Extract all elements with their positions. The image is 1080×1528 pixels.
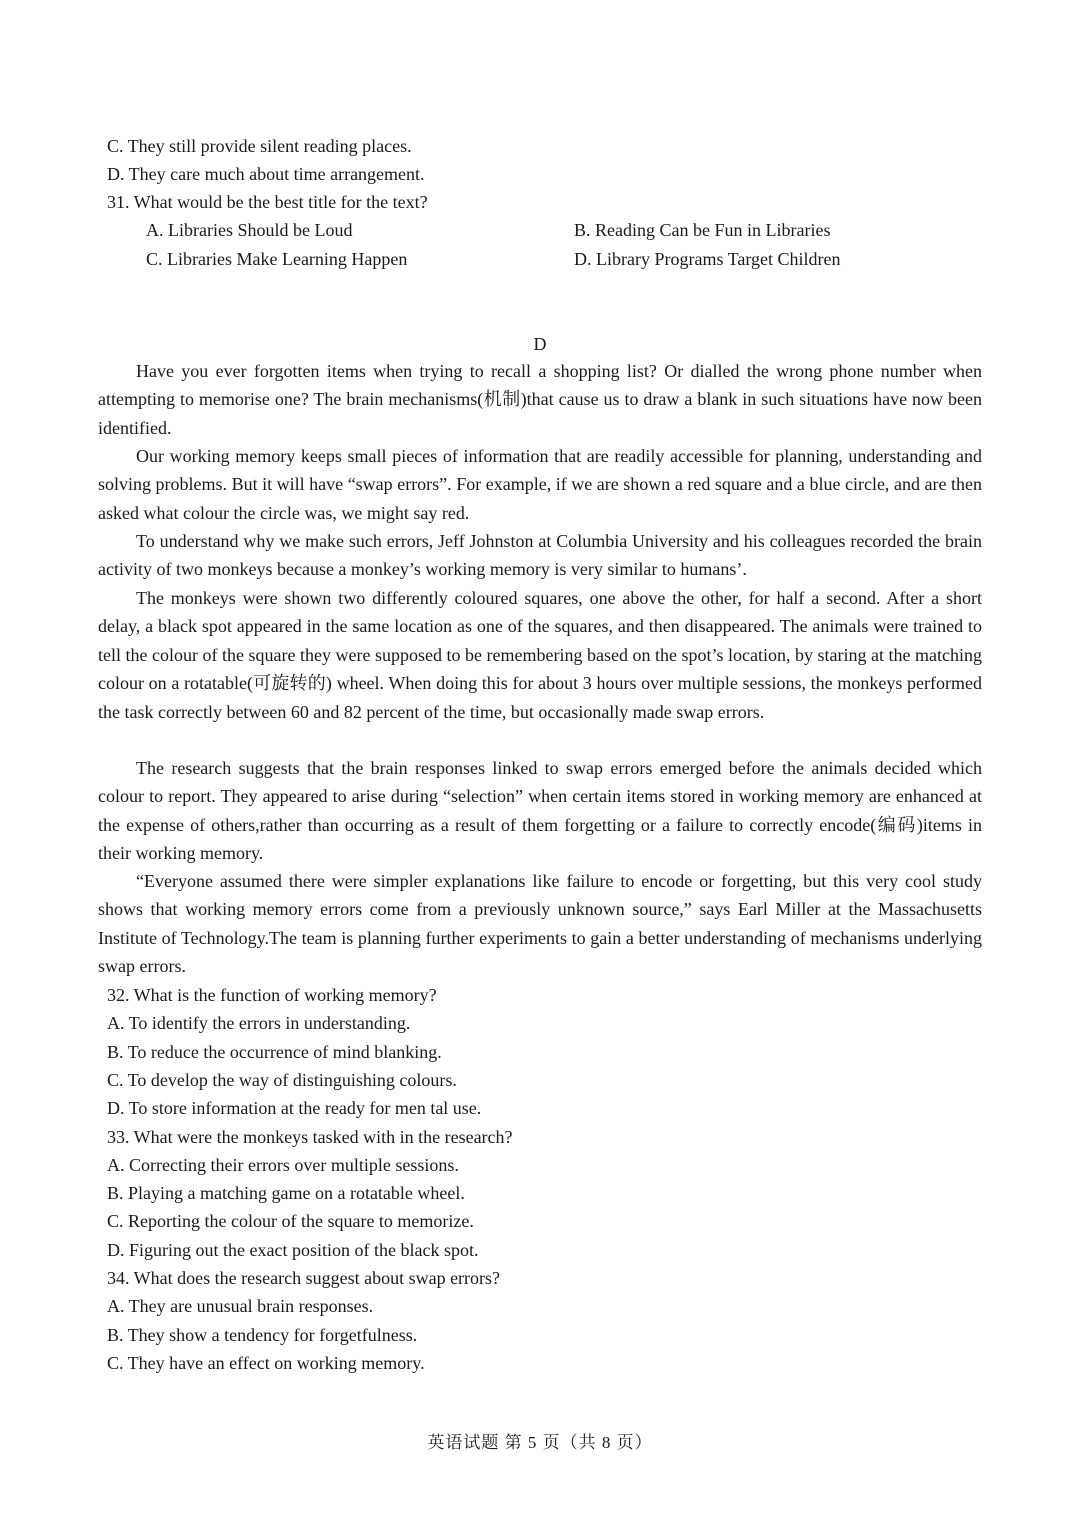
- carryover-option-d: D. They care much about time arrangement.: [107, 164, 425, 184]
- passage-paragraph-4: The monkeys were shown two differently coloured squares, one above the other, for half a second. After a short delay, a black spot appeared in the same location as one of the squares, and then disappeared. The animals were trained to tell the colour of the square they were supposed to be remembering based on the spot’s location, by staring at the matching colour on a rotatable(可旋转的) wheel. When doing this for about 3 hours over multiple sessions, the monkeys performed the task correctly between 60 and 82 percent of the time, but occasionally made swap errors.: [98, 588, 982, 722]
- question-32-option-c: C. To develop the way of distinguishing colours.: [107, 1070, 457, 1090]
- question-33-stem: 33. What were the monkeys tasked with in the research?: [107, 1127, 513, 1147]
- question-31-option-b: B. Reading Can be Fun in Libraries: [574, 220, 831, 240]
- question-32-option-a: A. To identify the errors in understanding.: [107, 1013, 411, 1033]
- question-32-stem: 32. What is the function of working memory?: [107, 985, 437, 1005]
- question-31-option-d: D. Library Programs Target Children: [574, 249, 841, 269]
- passage-paragraph-1: Have you ever forgotten items when trying to recall a shopping list? Or dialled the wrong phone number when attempting to memorise one? The brain mechanisms(机制)that cause us to draw a blank in such situations have now been identified.: [98, 361, 982, 438]
- question-32-option-d: D. To store information at the ready for men tal use.: [107, 1098, 482, 1118]
- question-33-option-a: A. Correcting their errors over multiple sessions.: [107, 1155, 459, 1175]
- passage-paragraph-3: To understand why we make such errors, Jeff Johnston at Columbia University and his colleagues recorded the brain activity of two monkeys because a monkey’s working memory is very similar to humans’.: [98, 531, 982, 580]
- question-34-option-c: C. They have an effect on working memory.: [107, 1353, 425, 1373]
- question-34-option-a: A. They are unusual brain responses.: [107, 1296, 374, 1316]
- question-31-option-a: A. Libraries Should be Loud: [146, 220, 353, 240]
- page-footer: 英语试题 第 5 页（共 8 页）: [427, 1433, 653, 1452]
- carryover-option-c: C. They still provide silent reading places.: [107, 136, 412, 156]
- question-34-option-b: B. They show a tendency for forgetfulness.: [107, 1325, 418, 1345]
- question-32-option-b: B. To reduce the occurrence of mind blanking.: [107, 1042, 442, 1062]
- question-33-option-d: D. Figuring out the exact position of the black spot.: [107, 1240, 479, 1260]
- section-label: D: [533, 334, 547, 354]
- question-33-option-b: B. Playing a matching game on a rotatable wheel.: [107, 1183, 465, 1203]
- passage-paragraph-2: Our working memory keeps small pieces of information that are readily accessible for planning, understanding and solving problems. But it will have “swap errors”. For example, if we are shown a red square and a blue circle, and are then asked what colour the circle was, we might say red.: [98, 446, 982, 523]
- passage-paragraph-6: “Everyone assumed there were simpler explanations like failure to encode or forgetting, but this very cool study shows that working memory errors come from a previously unknown source,” says Earl Miller at the Massachusetts Institute of Technology.The team is planning further experiments to gain a better understanding of mechanisms underlying swap errors.: [98, 871, 982, 977]
- question-31-option-c: C. Libraries Make Learning Happen: [146, 249, 408, 269]
- question-33-option-c: C. Reporting the colour of the square to memorize.: [107, 1211, 474, 1231]
- question-31-stem: 31. What would be the best title for the text?: [107, 192, 428, 212]
- question-34-stem: 34. What does the research suggest about swap errors?: [107, 1268, 501, 1288]
- passage-paragraph-5: The research suggests that the brain responses linked to swap errors emerged before the animals decided which colour to report. They appeared to arise during “selection” when certain items stored in working memory are enhanced at the expense of others,rather than occurring as a result of them forgetting or a failure to correctly encode(编码)items in their working memory.: [98, 758, 982, 864]
